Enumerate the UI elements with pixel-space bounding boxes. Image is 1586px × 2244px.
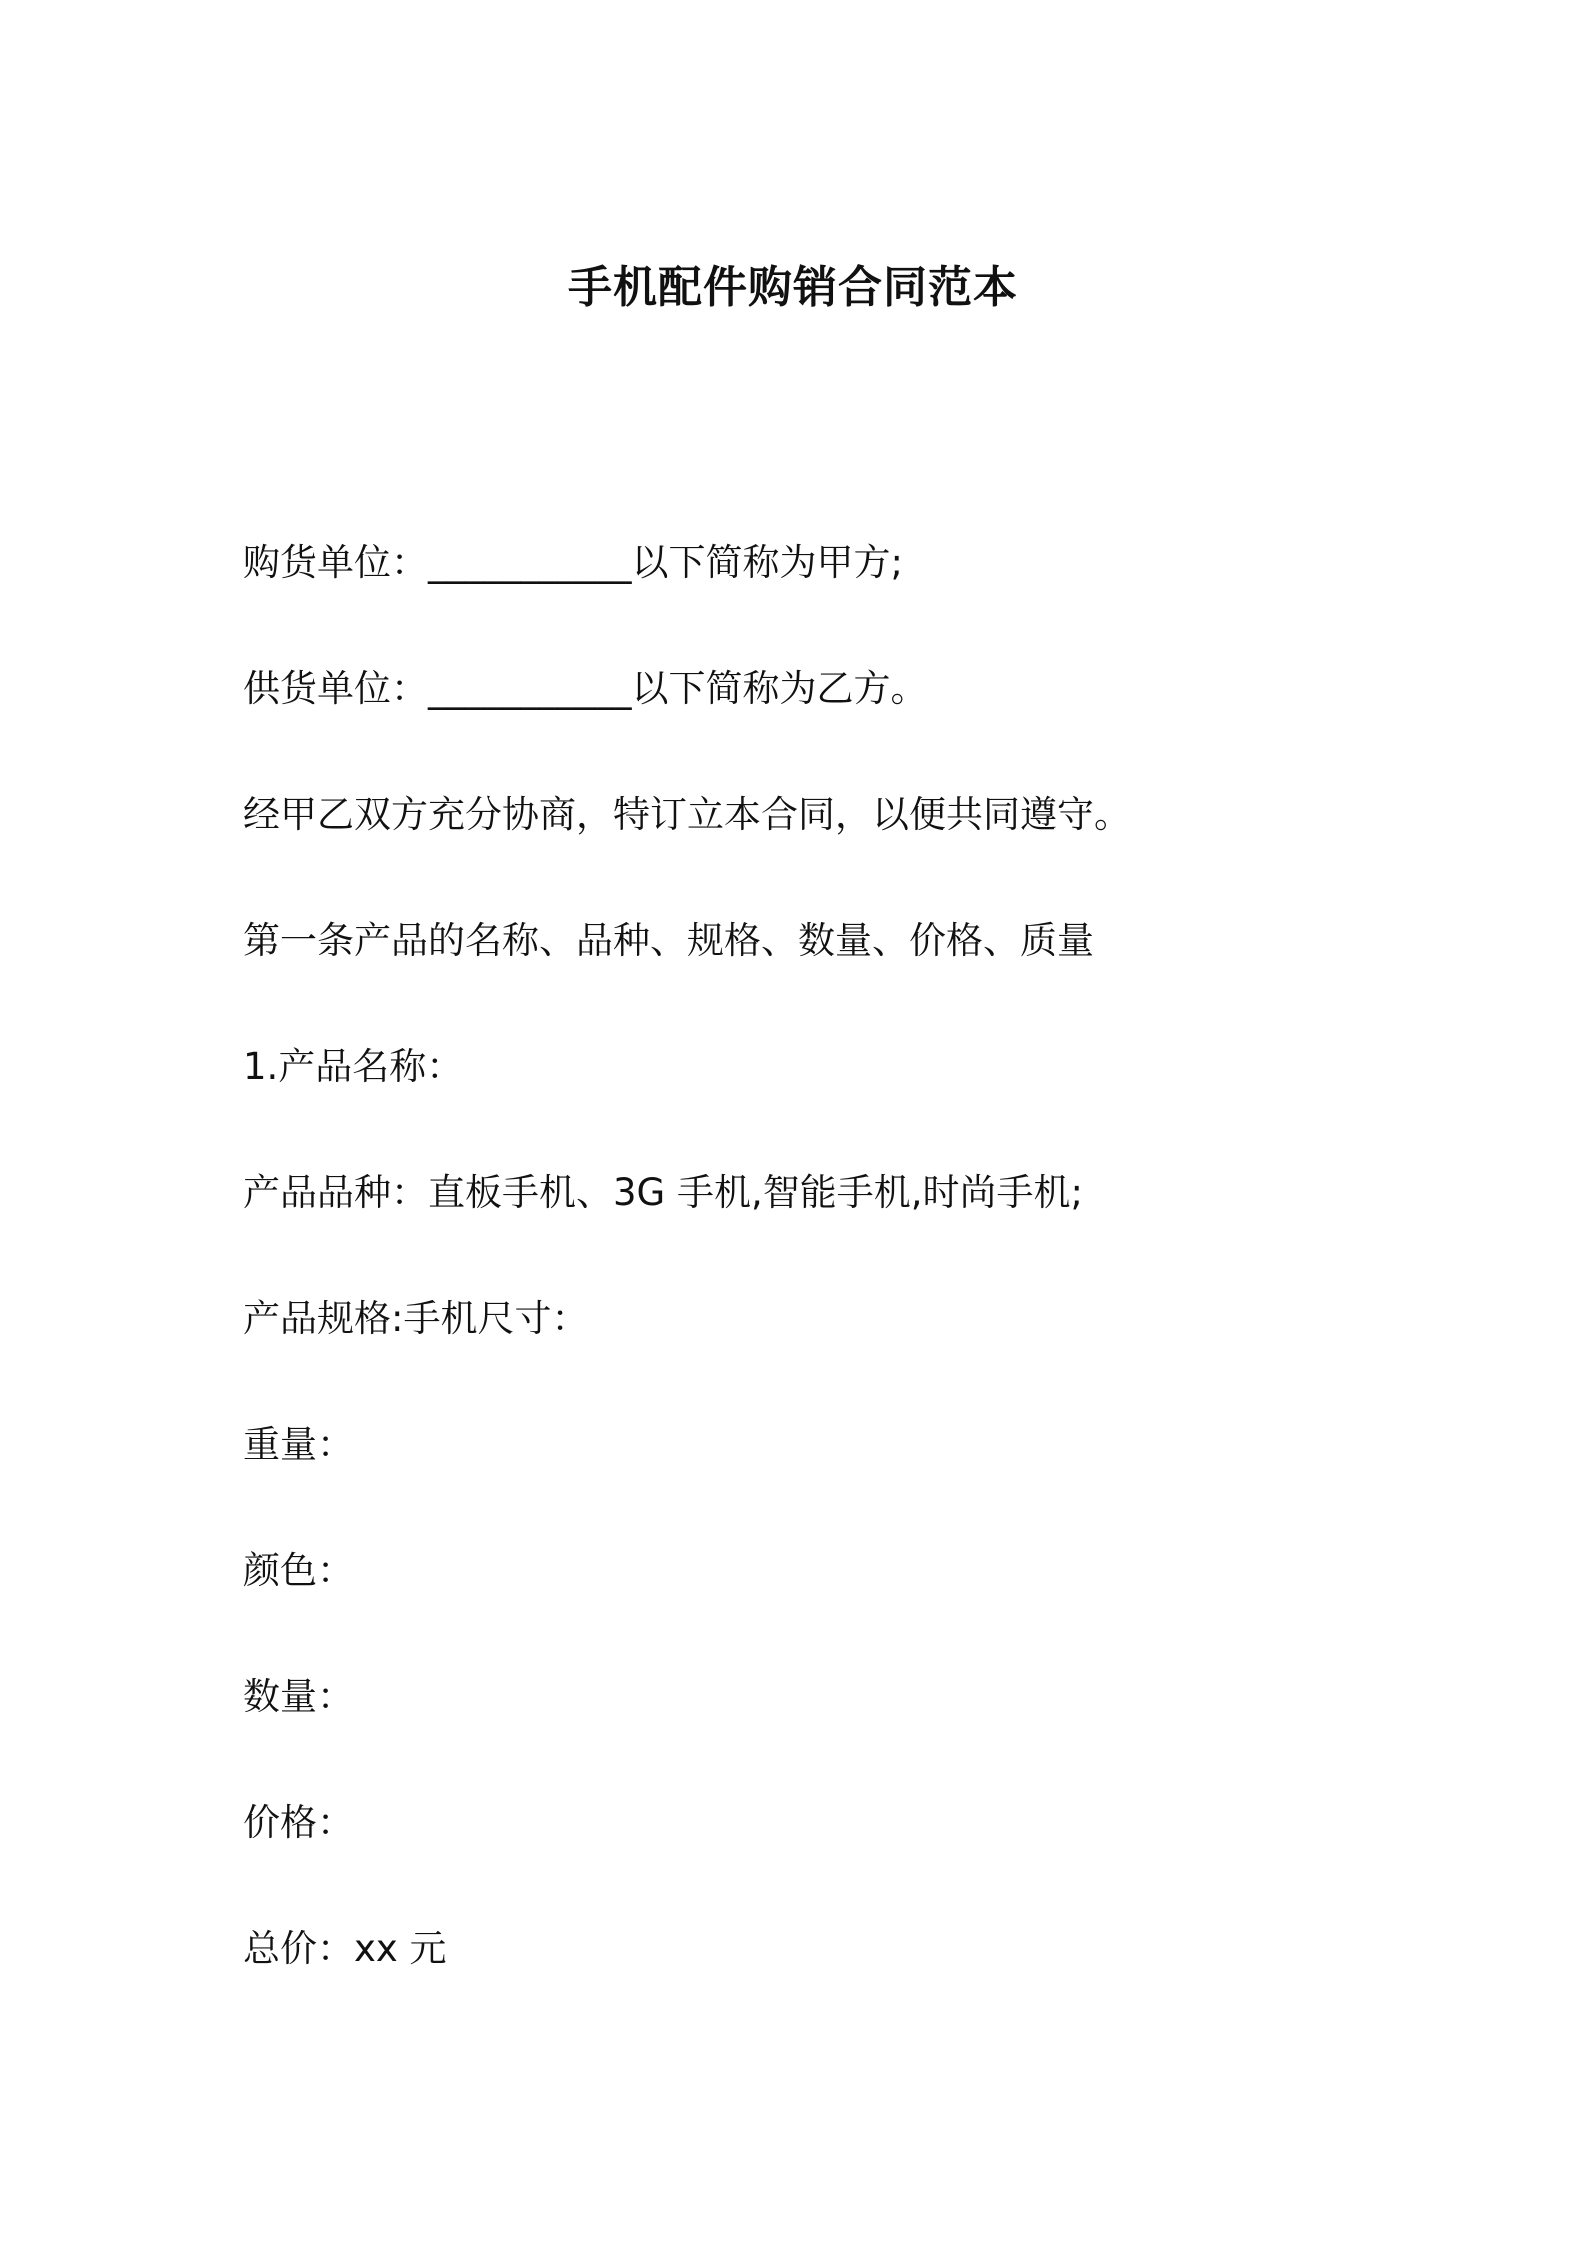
document-title: 手机配件购销合同范本 bbox=[568, 262, 1018, 313]
total-price-line: 总价：xx 元 bbox=[243, 1927, 447, 1970]
price-line: 价格： bbox=[243, 1801, 354, 1844]
buyer-line: 购货单位：___________以下简称为甲方; bbox=[243, 541, 903, 584]
weight-line: 重量： bbox=[243, 1423, 354, 1466]
product-variety-line: 产品品种：直板手机、3G 手机,智能手机,时尚手机; bbox=[243, 1171, 1083, 1214]
color-line: 颜色： bbox=[243, 1549, 354, 1592]
supplier-line: 供货单位：___________以下简称为乙方。 bbox=[243, 667, 928, 710]
article-one-heading: 第一条产品的名称、品种、规格、数量、价格、质量 bbox=[243, 919, 1094, 962]
agreement-statement: 经甲乙双方充分协商，特订立本合同，以便共同遵守。 bbox=[243, 793, 1131, 836]
product-name-line: 1.产品名称： bbox=[243, 1045, 464, 1088]
document-body bbox=[243, 528, 1443, 2040]
quantity-line: 数量： bbox=[243, 1675, 354, 1718]
product-spec-line: 产品规格:手机尺寸： bbox=[243, 1297, 589, 1340]
